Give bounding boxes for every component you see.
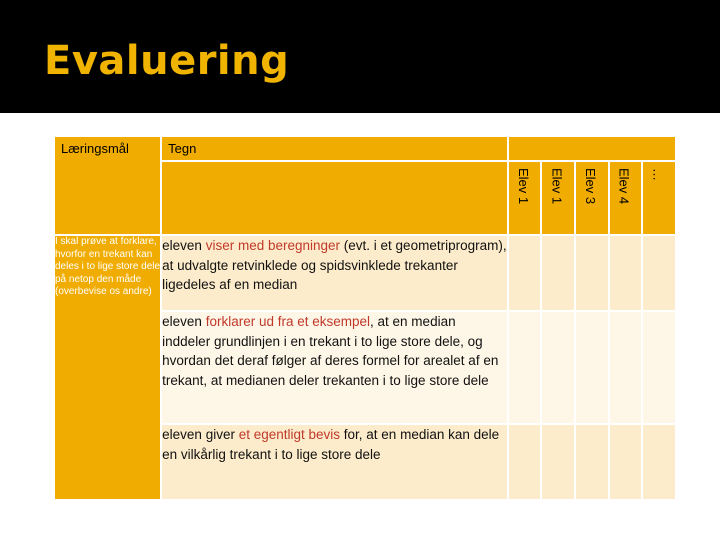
header-learning-goal [54, 136, 161, 235]
header-student-3 [575, 161, 609, 235]
mark-cell-r3-c4[interactable] [609, 424, 643, 500]
slide-title: Evaluering [44, 38, 290, 84]
header-learning-goal-label: Læringsmål [61, 141, 129, 156]
mark-cell-r2-c3[interactable] [575, 311, 609, 424]
sign-row-3-emphasis: et egentligt bevis [238, 427, 341, 442]
sign-row-2-emphasis: forklarer ud fra et eksempel [205, 314, 371, 329]
mark-cell-r3-c3[interactable] [575, 424, 609, 500]
header-students-band [508, 136, 676, 161]
sign-row-1-post: (evt. i et geometriprogram), at udvalgte retvinklede og spidsvinklede trekanter ligedeles af en median [162, 238, 507, 292]
header-student-4 [609, 161, 643, 235]
sign-row-3-post: for, at en median kan dele en vilkårlig trekant i to lige store dele [162, 427, 500, 462]
sign-row-2-pre: eleven [162, 314, 206, 329]
sign-row-1 [161, 235, 508, 311]
sign-row-2-post: , at en median inddeler grundlinjen i en trekant i to lige store dele, og hvordan det deraf følger af deres formel for arealet af en trekant, at medianen deler trekanten i to lige store dele [162, 314, 499, 388]
header-student-1 [508, 161, 542, 235]
sign-row-3-pre: eleven giver [162, 427, 239, 442]
mark-cell-r2-c4[interactable] [609, 311, 643, 424]
sign-row-1-emphasis: viser med beregninger [205, 238, 341, 253]
header-student-more [642, 161, 676, 235]
mark-cell-r2-c2[interactable] [541, 311, 575, 424]
header-signs [161, 136, 508, 161]
learning-goal-text: I skal prøve at forklare, hvorfor en trekant kan deles i to lige store dele på netop den måde (overbevise os andre) [55, 236, 161, 297]
mark-cell-r3-c5[interactable] [642, 424, 676, 500]
mark-cell-r2-c1[interactable] [508, 311, 542, 424]
mark-cell-r3-c2[interactable] [541, 424, 575, 500]
sign-row-1-pre: eleven [162, 238, 206, 253]
sign-row-2 [161, 311, 508, 424]
mark-cell-r2-c5[interactable] [642, 311, 676, 424]
student-1-label: Elev 1 [515, 168, 531, 205]
mark-cell-r1-c4[interactable] [609, 235, 643, 311]
student-4-label: Elev 4 [616, 168, 632, 205]
learning-goal-cell [54, 235, 161, 500]
student-2-label: Elev 1 [549, 168, 565, 205]
mark-cell-r3-c1[interactable] [508, 424, 542, 500]
sign-row-3 [161, 424, 508, 500]
mark-cell-r1-c5[interactable] [642, 235, 676, 311]
mark-cell-r1-c1[interactable] [508, 235, 542, 311]
student-3-label: Elev 3 [583, 168, 599, 205]
student-more-label: … [650, 168, 666, 181]
header-signs-continued [161, 161, 508, 235]
header-signs-label: Tegn [168, 141, 197, 156]
mark-cell-r1-c2[interactable] [541, 235, 575, 311]
evaluation-table [53, 135, 677, 501]
mark-cell-r1-c3[interactable] [575, 235, 609, 311]
header-student-2 [541, 161, 575, 235]
